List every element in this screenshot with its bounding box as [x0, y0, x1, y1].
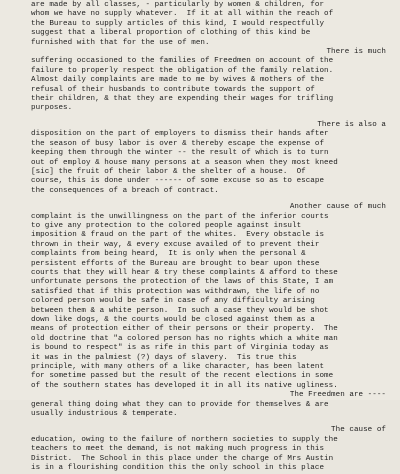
- text-line: old doctrine that "a colored person has no rights which a white man: [31, 334, 338, 343]
- paragraph-education: [0, 426, 400, 473]
- text-line: colored person would be safe in case of any difficulty arising: [31, 297, 315, 306]
- text-line: teachers to meet the demand, is not making much progress in this: [31, 445, 325, 454]
- text-line: is in a flourishing condition this the only school in this place: [31, 464, 325, 473]
- text-line: it was in the palmiest (?) days of slavery. Tis true this: [31, 353, 297, 362]
- text-line: education, owing to the failure of northern societies to supply the: [31, 435, 338, 444]
- text-line: out of employ & house many persons at a season when they most kneed: [31, 158, 338, 167]
- paragraph-gap: [0, 114, 400, 121]
- text-line: thrown in their way, & every excuse availed of to prevent their: [31, 240, 320, 249]
- text-line: means of protection either of their persons or their property. The: [31, 325, 338, 334]
- text-line: complaint is the unwillingness on the part of the inferior courts: [31, 212, 329, 221]
- text-line: the Bureau to supply articles of this kind, I would respectfully: [31, 19, 325, 28]
- text-line: [sic] the fruit of their labor & the shelter of a house. Of: [31, 167, 306, 176]
- text-line: suffering occasioned to the families of Freedmen on account of the: [31, 57, 334, 66]
- paragraph-family-relation: [0, 48, 400, 114]
- text-line: down like dogs, & the courts would be closed against them as a: [31, 316, 315, 324]
- text-line: The cause of: [331, 426, 386, 435]
- text-line: between them & a white person. In such a case they would be shot: [31, 306, 329, 315]
- text-line: for sometime passed but the result of the recent elections in some: [31, 372, 334, 381]
- text-line: general thing doing what they can to provide for themselves & are: [31, 400, 329, 409]
- text-line: usually industrious & temperate.: [31, 410, 178, 419]
- paragraph-courts: [0, 203, 400, 391]
- text-line: District. The School in this place under the charge of Mrs Austin: [31, 454, 334, 463]
- text-line: Another cause of much: [289, 203, 386, 212]
- text-line: course, this is done under ------ of some excuse so as to escape: [31, 177, 325, 186]
- paragraph-employers: [0, 121, 400, 196]
- text-line: The Freedmen are ----: [289, 391, 386, 400]
- text-line: the season of busy labor is over & thereby escape the expense of: [31, 139, 325, 148]
- text-line: the consequences of a breach of contract.: [31, 186, 219, 195]
- text-line: courts that they will hear & try these complaints & afford to these: [31, 268, 338, 277]
- text-line: Almost daily complaints are made to me by wives & mothers of the: [31, 76, 325, 85]
- text-line: refusal of their husbands to contribute towards the support of: [31, 85, 315, 94]
- text-line: satisfied that if this protection was withdrawn, the life of no: [31, 287, 320, 296]
- text-line: of the southern states has developed it in all its native ugliness.: [31, 381, 338, 390]
- paragraph-freedmen: [0, 391, 400, 419]
- text-line: persistent efforts of the Bureau are brought to bear upon these: [31, 259, 320, 268]
- paragraph-clothing: [0, 1, 400, 48]
- text-line: principle, with many others of a like character, has been latent: [31, 363, 325, 372]
- text-line: unfortunate persons the protection of the laws of this State, I am: [31, 278, 334, 287]
- text-line: failure to properly respect the obligation of the family relation.: [31, 66, 334, 75]
- paragraph-gap: [0, 419, 400, 426]
- text-line: There is much: [326, 48, 386, 57]
- text-line: disposition on the part of employers to dismiss their hands after: [31, 130, 329, 139]
- text-line: suggest that a liberal proportion of clothing of this kind be: [31, 29, 311, 38]
- paragraph-gap: [0, 196, 400, 203]
- text-line: is bound to respect" is as rife in this part of Virginia today as: [31, 344, 329, 353]
- text-line: to give any protection to the colored people against insult: [31, 221, 302, 230]
- text-line: keeping them through the winter -- the result of which is to turn: [31, 149, 329, 158]
- text-line: There is also a: [317, 120, 386, 129]
- text-line: are made by all classes, - particularly by women & children, for: [31, 1, 325, 9]
- text-line: complaints from being heard, It is only when the personal &: [31, 250, 306, 259]
- text-line: their children, & that they are expending their wages for trifling: [31, 95, 334, 104]
- text-line: furnished with that for the use of men.: [31, 38, 210, 47]
- text-line: whom we have no supply whatever. If it at all within the reach of: [31, 10, 334, 19]
- text-line: imposition & fraud on the part of the whites. Every obstacle is: [31, 231, 325, 240]
- text-line: purposes.: [31, 104, 73, 113]
